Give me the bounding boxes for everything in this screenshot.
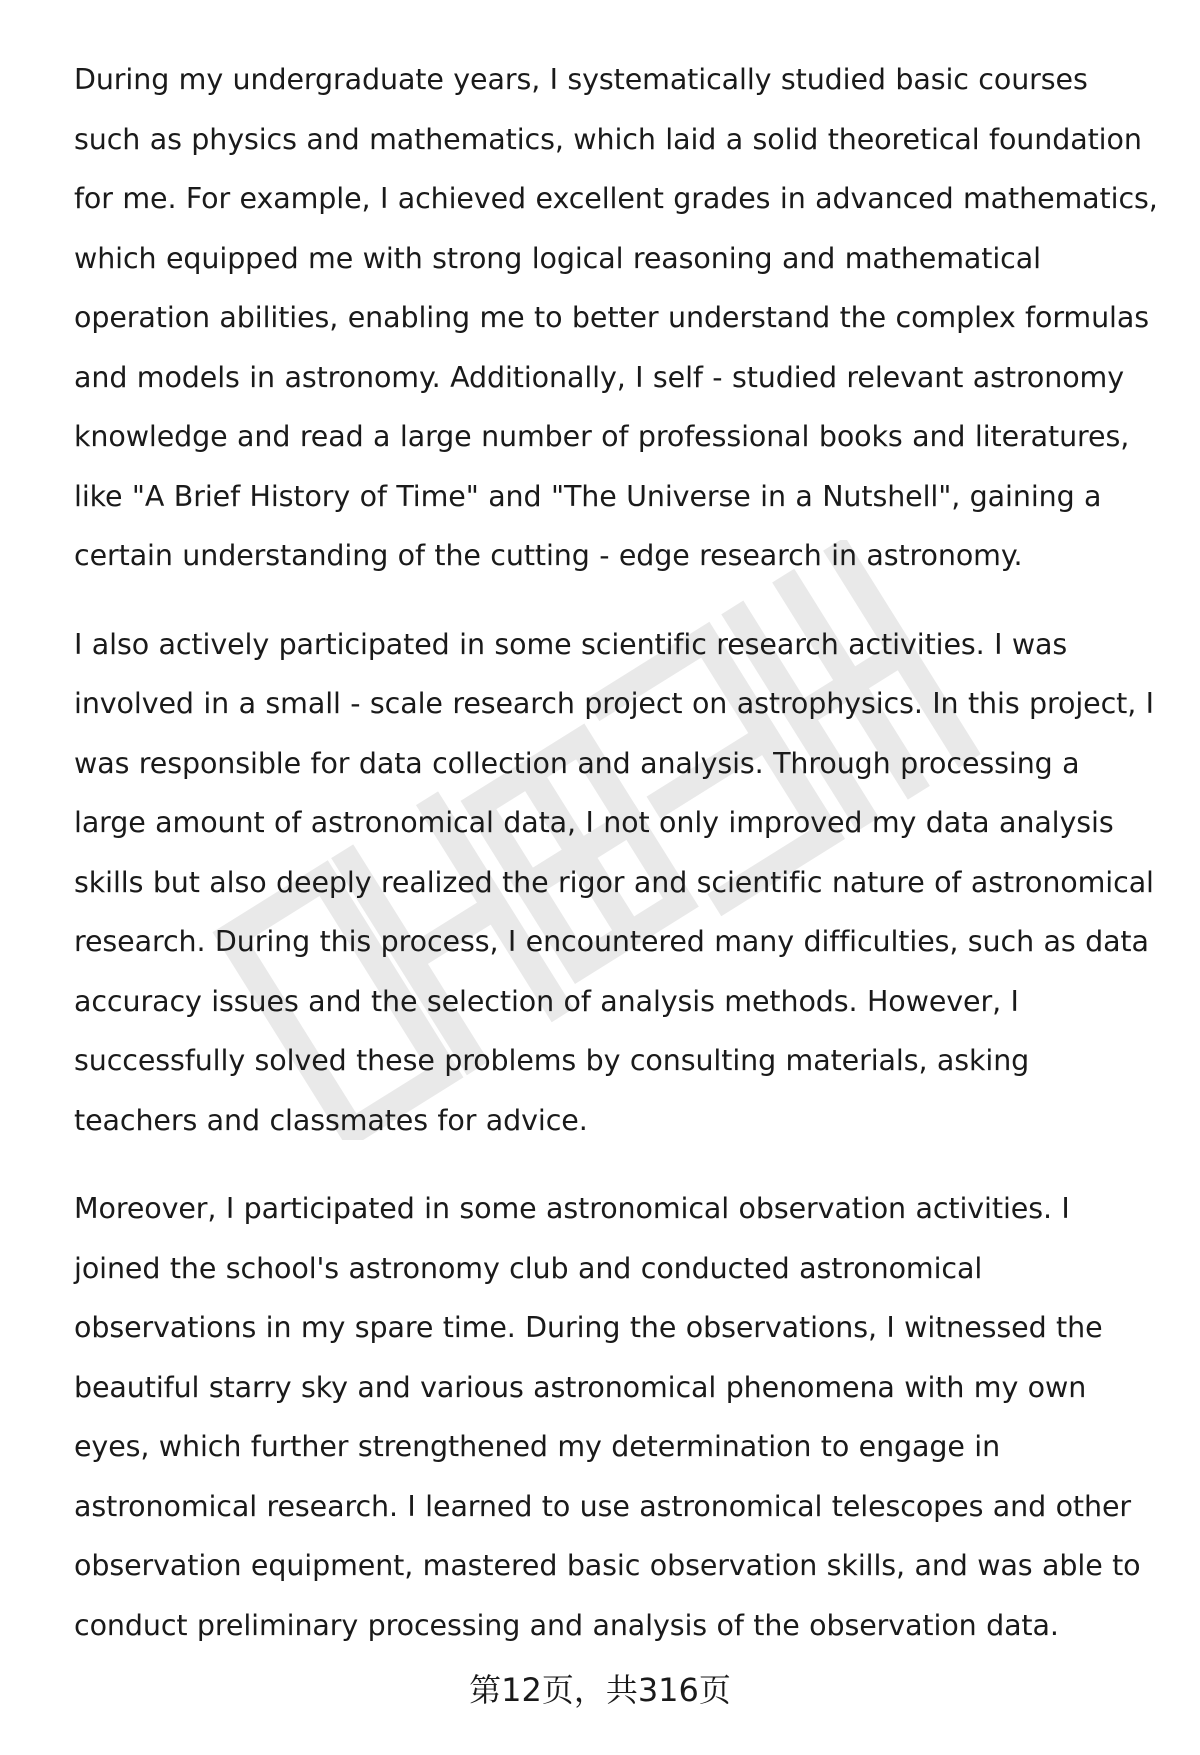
document-body <box>74 50 1159 1684</box>
paragraph-3: Moreover, I participated in some astronomical observation activities. I joined the school's astronomy club and conducted astronomical observations in my spare time. During the observations, I witnessed the beautiful starry sky and various astronomical phenomena with my own eyes, which further strengthened my determination to engage in astronomical research. I learned to use astronomical telescopes and other observation equipment, mastered basic observation skills, and was able to conduct preliminary processing and analysis of the observation data. <box>74 1192 1141 1642</box>
page-number-footer: 第12页，共316页 <box>469 1671 731 1709</box>
paragraph-1: During my undergraduate years, I systematically studied basic courses such as physics and mathematics, which laid a solid theoretical foundation for me. For example, I achieved excellent grades in advanced mathematics, which equipped me with strong logical reasoning and mathematical operation abilities, enabling me to better understand the complex formulas and models in astronomy. Additionally, I self - studied relevant astronomy knowledge and read a large number of professional books and literatures, like "A Brief History of Time" and "The Universe in a Nutshell", gaining a certain understanding of the cutting - edge research in astronomy. <box>74 63 1158 572</box>
paragraph-2: I also actively participated in some scientific research activities. I was involved in a small - scale research project on astrophysics. In this project, I was responsible for data collection and analysis. Through processing a large amount of astronomical data, I not only improved my data analysis skills but also deeply realized the rigor and scientific nature of astronomical research. During this process, I encountered many difficulties, such as data accuracy issues and the selection of analysis methods. However, I successfully solved these problems by consulting materials, asking teachers and classmates for advice. <box>74 627 1154 1137</box>
